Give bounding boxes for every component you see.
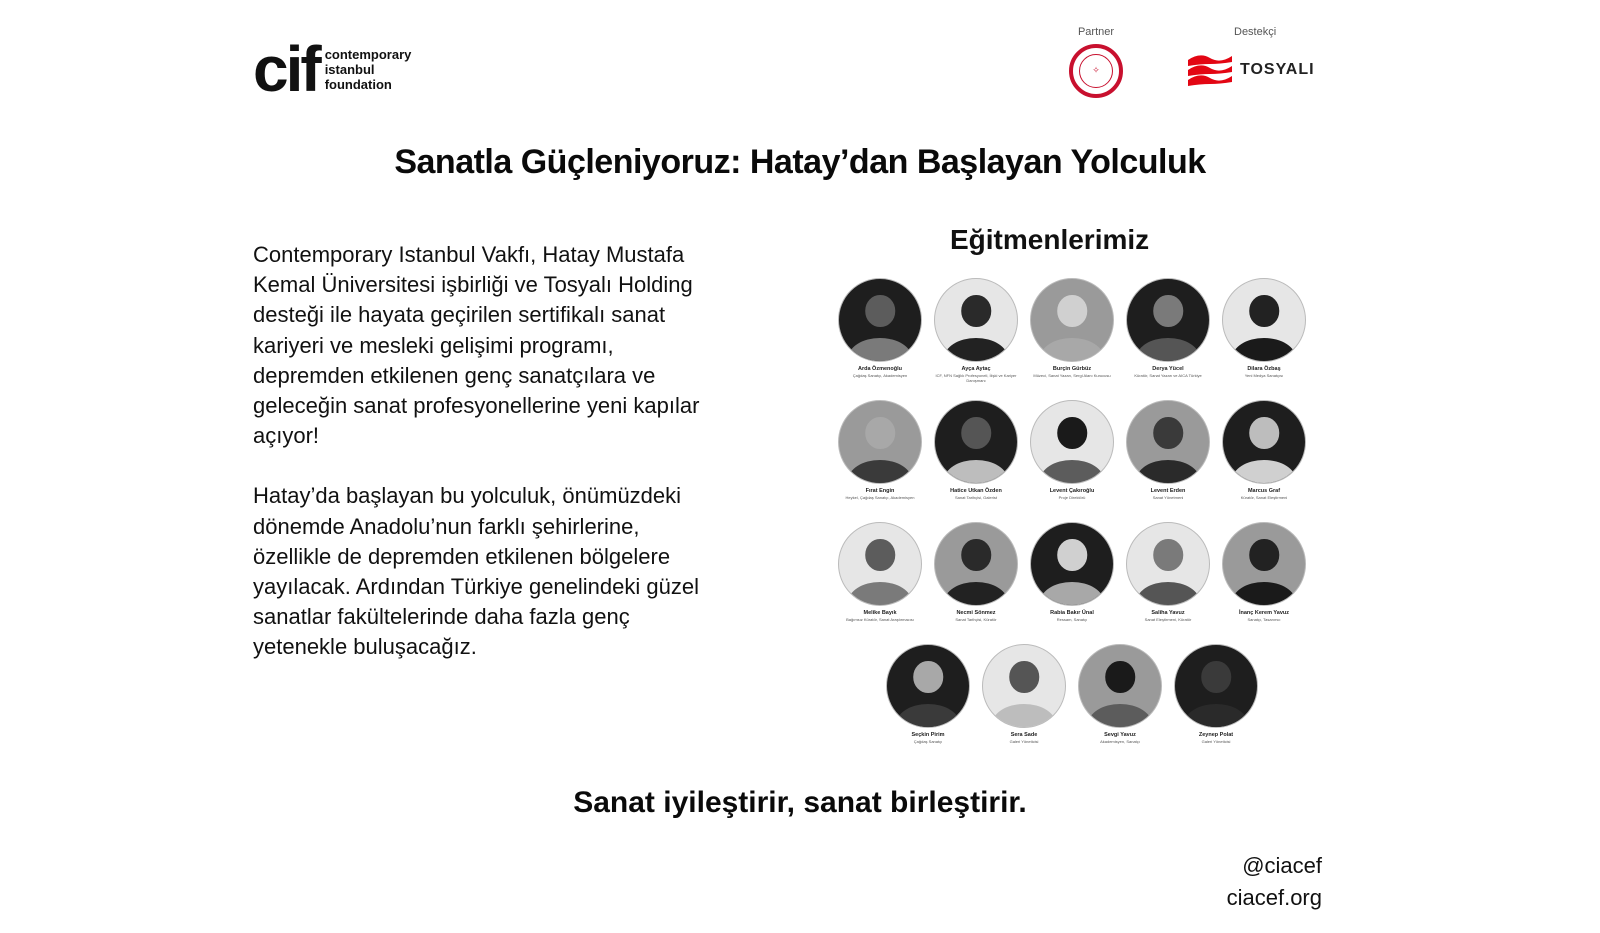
instructor-photo: [838, 400, 922, 484]
instructor-role: Ressam, Sanatçı: [1056, 617, 1088, 622]
instructor-photo: [1030, 278, 1114, 362]
instructor-card: [1022, 522, 1122, 622]
instructor-photo: [934, 278, 1018, 362]
slogan: Sanat iyileştirir, sanat birleştirir.: [573, 786, 1027, 819]
cif-logo: [253, 33, 412, 105]
instructor-role: Sanat Tarihçisi, Küratör: [955, 617, 997, 622]
cif-logo-mark: cif: [253, 33, 319, 105]
instructor-role: Proje Direktörü: [1058, 495, 1086, 500]
instructors-grid: [830, 278, 1320, 758]
instructor-role: Akademisyen, Sanatçı: [1100, 739, 1140, 744]
instructor-name: Saliha Yavuz: [1151, 610, 1185, 616]
instructor-photo: [934, 522, 1018, 606]
instructor-name: Melike Bayık: [863, 610, 897, 616]
instructor-photo: [1174, 644, 1258, 728]
cif-logo-word: foundation: [324, 76, 392, 92]
instructor-role: Sanatçı, Tasarımcı: [1247, 617, 1281, 622]
instructor-photo: [1126, 522, 1210, 606]
instructor-photo: [1126, 400, 1210, 484]
instructor-photo: [934, 400, 1018, 484]
tosyali-logo: [1186, 50, 1326, 90]
instructor-card: [1166, 644, 1266, 744]
tosyali-wave-icon: [1186, 50, 1234, 90]
instructor-role: Bağımsız Küratör, Sanat Araştırmacısı: [846, 617, 914, 622]
instructor-photo: [1030, 522, 1114, 606]
instructor-role: Küratör, Sanat Eleştirmeni: [1240, 495, 1288, 500]
instructor-photo: [838, 278, 922, 362]
instructor-role: Müzeci, Sanat Yazarı, Sergi Alanı Kurucusu: [1033, 373, 1111, 378]
instructor-role: Sanat Tarihçisi, Galerist: [955, 495, 997, 500]
instructor-card: [878, 644, 978, 744]
instructor-name: Derya Yücel: [1152, 366, 1184, 372]
instructor-name: Fırat Engin: [865, 488, 895, 494]
instructor-name: Ayça Aytaç: [961, 366, 991, 372]
instructor-card: [1070, 644, 1170, 744]
partner-block: [1060, 26, 1132, 98]
instructor-card: [926, 400, 1026, 500]
instructor-card: [830, 400, 930, 500]
instructor-name: Sevgi Yavuz: [1104, 732, 1136, 738]
instructor-name: Marcus Graf: [1247, 488, 1281, 494]
instructor-card: [1214, 278, 1314, 378]
instructor-card: [974, 644, 1074, 744]
supporter-name: TOSYALI: [1240, 61, 1315, 78]
instructor-name: Levent Çakıroğlu: [1049, 488, 1095, 494]
instructor-card: [1214, 400, 1314, 500]
footer-contacts: [1227, 850, 1322, 914]
instructor-name: Hatice Utkan Özden: [950, 488, 1002, 494]
instructor-name: Seçkin Pirim: [911, 732, 945, 738]
instructor-role: Galeri Yöneticisi: [1009, 739, 1039, 744]
partner-label: Partner: [1077, 26, 1115, 38]
instructor-card: [1118, 278, 1218, 378]
instructors-title: Eğitmenlerimiz: [950, 224, 1150, 255]
instructor-role: Küratör, Sanat Yazarı ve AICA Türkiye: [1134, 373, 1202, 378]
cif-logo-words: [325, 47, 412, 92]
instructor-photo: [1222, 400, 1306, 484]
instructor-role: Çağdaş Sanatçı, Akademisyen: [852, 373, 908, 378]
body-paragraph: Contemporary Istanbul Vakfı, Hatay Mustafa Kemal Üniversitesi işbirliği ve Tosyalı Holding desteği ile hayata geçirilen sertifikalı sanat kariyeri ve mesleki gelişimi programı, depremden etkilenen genç sanatçılara ve geleceğin sanat profesyonellerine yeni kapılar açıyor!: [253, 242, 700, 449]
instructor-role: Galeri Yöneticisi: [1201, 739, 1231, 744]
instructor-name: Dilara Özbaş: [1247, 366, 1281, 372]
instructor-card: [830, 278, 930, 378]
instructor-photo: [1222, 522, 1306, 606]
instructor-name: Rabia Bakır Ünal: [1050, 610, 1094, 616]
instructor-photo: [982, 644, 1066, 728]
page-title: Sanatla Güçleniyoruz: Hatay’dan Başlayan Yolculuk: [394, 143, 1206, 181]
instructor-card: [926, 522, 1026, 622]
instructor-card: [1214, 522, 1314, 622]
website-link: ciacef.org: [1226, 885, 1322, 910]
instructor-name: Burçin Gürbüz: [1052, 366, 1092, 372]
instructor-role: Heykel, Çağdaş Sanatçı, Akademisyen: [845, 495, 915, 500]
instructor-photo: [1222, 278, 1306, 362]
instructor-card: [1118, 400, 1218, 500]
instructor-name: İnanç Kerem Yavuz: [1238, 610, 1290, 616]
instructor-role: Sanat Eleştirmeni, Küratör: [1144, 617, 1192, 622]
instructor-card: [830, 522, 930, 622]
instructor-photo: [1126, 278, 1210, 362]
instructor-role: Çağdaş Sanatçı: [913, 739, 943, 744]
university-seal-icon: ✧: [1069, 44, 1123, 98]
body-text: [253, 240, 723, 693]
instructor-role: ICF, NFN Sağlık Profesyoneli, İlişki ve Kariyer Danışmanı: [935, 373, 1017, 383]
supporter-block: [1186, 26, 1326, 90]
instructor-card: [1118, 522, 1218, 622]
cif-logo-word: contemporary: [324, 46, 412, 62]
instructor-role: Yeni Medya Sanatçısı: [1244, 373, 1284, 378]
instructor-name: Necmi Sönmez: [956, 610, 996, 616]
instructor-name: Sera Sade: [1010, 732, 1038, 738]
instructor-name: Arda Özmenoğlu: [857, 366, 902, 372]
supporter-label: Destekçi: [1234, 26, 1277, 38]
instructor-card: [926, 278, 1026, 383]
cif-logo-word: istanbul: [324, 61, 375, 77]
instructor-photo: [1030, 400, 1114, 484]
instructor-photo: [838, 522, 922, 606]
instructor-card: [1022, 278, 1122, 378]
instructor-name: Zeynep Polat: [1198, 732, 1234, 738]
instructor-role: Sanat Yönetmeni: [1152, 495, 1184, 500]
instructor-name: Levent Erden: [1150, 488, 1186, 494]
instructor-photo: [886, 644, 970, 728]
social-handle: @ciacef: [1242, 853, 1322, 878]
instructor-card: [1022, 400, 1122, 500]
instructor-photo: [1078, 644, 1162, 728]
body-paragraph: Hatay’da başlayan bu yolculuk, önümüzdeki dönemde Anadolu’nun farklı şehirlerine, özellikle de depremden etkilenen bölgelere yayılacak. Ardından Türkiye genelindeki güzel sanatlar fakültelerinde daha fazla genç yetenekle buluşacağız.: [253, 483, 699, 660]
